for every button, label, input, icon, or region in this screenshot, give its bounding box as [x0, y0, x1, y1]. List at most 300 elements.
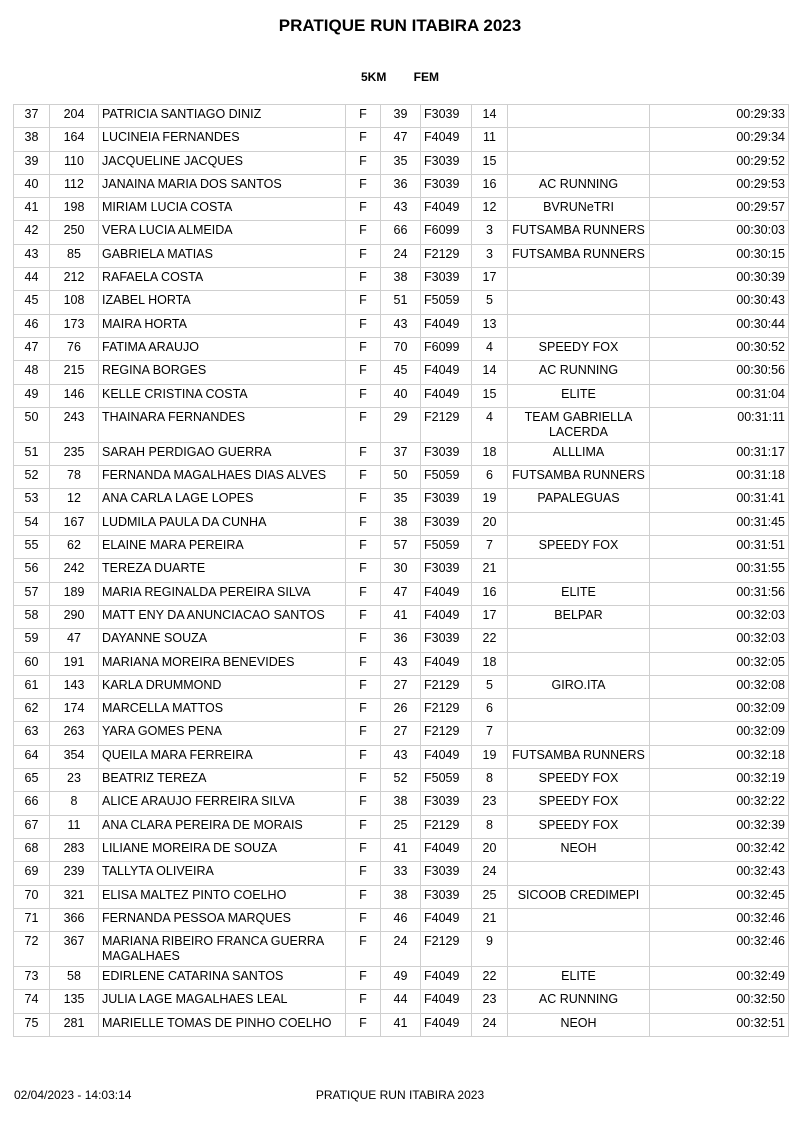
team-cell: GIRO.ITA: [508, 675, 650, 698]
table-row: [14, 221, 789, 244]
bib-number-cell: 354: [50, 745, 99, 768]
sex-cell: F: [346, 489, 381, 512]
age-cell: 38: [381, 885, 421, 908]
category-cell: F2129: [421, 815, 472, 838]
category-rank-cell: 20: [472, 512, 508, 535]
bib-number-cell: 212: [50, 268, 99, 291]
category-rank-cell: 6: [472, 466, 508, 489]
bib-number-cell: 23: [50, 769, 99, 792]
bib-number-cell: 243: [50, 407, 99, 442]
category-rank-cell: 19: [472, 489, 508, 512]
team-cell: [508, 268, 650, 291]
time-cell: 00:29:34: [650, 128, 789, 151]
category-cell: F4049: [421, 605, 472, 628]
time-cell: 00:32:03: [650, 605, 789, 628]
team-cell: [508, 862, 650, 885]
bib-number-cell: 78: [50, 466, 99, 489]
age-cell: 35: [381, 151, 421, 174]
team-cell: AC RUNNING: [508, 990, 650, 1013]
category-cell: F4049: [421, 582, 472, 605]
category-cell: F4049: [421, 198, 472, 221]
category-rank-cell: 18: [472, 652, 508, 675]
time-cell: 00:32:45: [650, 885, 789, 908]
sex-cell: F: [346, 815, 381, 838]
team-cell: PAPALEGUAS: [508, 489, 650, 512]
bib-number-cell: 198: [50, 198, 99, 221]
team-cell: AC RUNNING: [508, 361, 650, 384]
sex-cell: F: [346, 792, 381, 815]
category-cell: F3039: [421, 512, 472, 535]
sex-cell: F: [346, 559, 381, 582]
time-cell: 00:32:09: [650, 722, 789, 745]
team-cell: ALLLIMA: [508, 442, 650, 465]
sex-cell: F: [346, 407, 381, 442]
category-cell: F4049: [421, 128, 472, 151]
category-cell: F4049: [421, 838, 472, 861]
sex-cell: F: [346, 582, 381, 605]
category-rank-cell: 25: [472, 885, 508, 908]
team-cell: [508, 908, 650, 931]
category-cell: F3039: [421, 862, 472, 885]
sex-cell: F: [346, 745, 381, 768]
team-cell: FUTSAMBA RUNNERS: [508, 466, 650, 489]
time-cell: 00:32:18: [650, 745, 789, 768]
runner-name-cell: IZABEL HORTA: [99, 291, 346, 314]
runner-name-cell: REGINA BORGES: [99, 361, 346, 384]
team-cell: [508, 314, 650, 337]
team-cell: SICOOB CREDIMEPI: [508, 885, 650, 908]
runner-name-cell: THAINARA FERNANDES: [99, 407, 346, 442]
category-rank-cell: 3: [472, 221, 508, 244]
runner-name-cell: JANAINA MARIA DOS SANTOS: [99, 174, 346, 197]
category-cell: F5059: [421, 536, 472, 559]
age-cell: 43: [381, 314, 421, 337]
category-rank-cell: 6: [472, 699, 508, 722]
time-cell: 00:32:43: [650, 862, 789, 885]
time-cell: 00:32:46: [650, 908, 789, 931]
position-cell: 42: [14, 221, 50, 244]
position-cell: 47: [14, 337, 50, 360]
runner-name-cell: QUEILA MARA FERREIRA: [99, 745, 346, 768]
age-cell: 38: [381, 512, 421, 535]
category-cell: F4049: [421, 314, 472, 337]
sex-cell: F: [346, 221, 381, 244]
sex-cell: F: [346, 932, 381, 967]
runner-name-cell: TALLYTA OLIVEIRA: [99, 862, 346, 885]
bib-number-cell: 8: [50, 792, 99, 815]
time-cell: 00:30:56: [650, 361, 789, 384]
position-cell: 59: [14, 629, 50, 652]
table-row: [14, 932, 789, 967]
category-cell: F3039: [421, 268, 472, 291]
age-cell: 24: [381, 932, 421, 967]
age-cell: 27: [381, 722, 421, 745]
category-cell: F4049: [421, 908, 472, 931]
time-cell: 00:32:22: [650, 792, 789, 815]
category-cell: F5059: [421, 466, 472, 489]
age-cell: 36: [381, 629, 421, 652]
table-row: [14, 361, 789, 384]
bib-number-cell: 250: [50, 221, 99, 244]
position-cell: 48: [14, 361, 50, 384]
category-cell: F4049: [421, 990, 472, 1013]
category-rank-cell: 23: [472, 792, 508, 815]
table-row: [14, 862, 789, 885]
position-cell: 37: [14, 105, 50, 128]
age-cell: 43: [381, 198, 421, 221]
age-cell: 35: [381, 489, 421, 512]
team-cell: NEOH: [508, 838, 650, 861]
category-rank-cell: 21: [472, 908, 508, 931]
runner-name-cell: JACQUELINE JACQUES: [99, 151, 346, 174]
age-cell: 43: [381, 745, 421, 768]
category-cell: F6099: [421, 221, 472, 244]
table-row: [14, 629, 789, 652]
age-cell: 47: [381, 582, 421, 605]
category-rank-cell: 20: [472, 838, 508, 861]
position-cell: 61: [14, 675, 50, 698]
position-cell: 49: [14, 384, 50, 407]
runner-name-cell: SARAH PERDIGAO GUERRA: [99, 442, 346, 465]
table-row: [14, 174, 789, 197]
sex-cell: F: [346, 337, 381, 360]
table-row: [14, 442, 789, 465]
table-row: [14, 815, 789, 838]
runner-name-cell: TEREZA DUARTE: [99, 559, 346, 582]
time-cell: 00:30:39: [650, 268, 789, 291]
time-cell: 00:31:18: [650, 466, 789, 489]
time-cell: 00:31:41: [650, 489, 789, 512]
team-cell: [508, 151, 650, 174]
table-row: [14, 745, 789, 768]
sex-cell: F: [346, 769, 381, 792]
runner-name-cell: PATRICIA SANTIAGO DINIZ: [99, 105, 346, 128]
team-cell: FUTSAMBA RUNNERS: [508, 221, 650, 244]
table-row: [14, 722, 789, 745]
bib-number-cell: 366: [50, 908, 99, 931]
runner-name-cell: LUDMILA PAULA DA CUNHA: [99, 512, 346, 535]
table-row: [14, 908, 789, 931]
sex-cell: F: [346, 105, 381, 128]
time-cell: 00:30:15: [650, 244, 789, 267]
sex-cell: F: [346, 838, 381, 861]
team-cell: SPEEDY FOX: [508, 337, 650, 360]
runner-name-cell: MARIANA MOREIRA BENEVIDES: [99, 652, 346, 675]
bib-number-cell: 281: [50, 1013, 99, 1036]
position-cell: 68: [14, 838, 50, 861]
table-row: [14, 769, 789, 792]
runner-name-cell: VERA LUCIA ALMEIDA: [99, 221, 346, 244]
position-cell: 71: [14, 908, 50, 931]
table-row: [14, 605, 789, 628]
position-cell: 65: [14, 769, 50, 792]
bib-number-cell: 235: [50, 442, 99, 465]
runner-name-cell: MAIRA HORTA: [99, 314, 346, 337]
category-rank-cell: 23: [472, 990, 508, 1013]
page-title: PRATIQUE RUN ITABIRA 2023: [278, 16, 522, 35]
sex-cell: F: [346, 151, 381, 174]
age-cell: 25: [381, 815, 421, 838]
table-row: [14, 244, 789, 267]
time-cell: 00:31:55: [650, 559, 789, 582]
category-rank-cell: 17: [472, 605, 508, 628]
table-row: [14, 407, 789, 442]
category-rank-cell: 16: [472, 174, 508, 197]
category-rank-cell: 18: [472, 442, 508, 465]
runner-name-cell: MATT ENY DA ANUNCIACAO SANTOS: [99, 605, 346, 628]
sex-cell: F: [346, 291, 381, 314]
sex-cell: F: [346, 652, 381, 675]
age-cell: 30: [381, 559, 421, 582]
time-cell: 00:31:51: [650, 536, 789, 559]
team-cell: [508, 652, 650, 675]
team-cell: FUTSAMBA RUNNERS: [508, 244, 650, 267]
runner-name-cell: LUCINEIA FERNANDES: [99, 128, 346, 151]
bib-number-cell: 164: [50, 128, 99, 151]
category-rank-cell: 11: [472, 128, 508, 151]
time-cell: 00:29:57: [650, 198, 789, 221]
time-cell: 00:32:08: [650, 675, 789, 698]
table-row: [14, 990, 789, 1013]
category-rank-cell: 15: [472, 151, 508, 174]
table-row: [14, 582, 789, 605]
category-cell: F3039: [421, 442, 472, 465]
age-cell: 38: [381, 792, 421, 815]
bib-number-cell: 108: [50, 291, 99, 314]
sex-cell: F: [346, 536, 381, 559]
distance-label: 5KM: [360, 70, 387, 84]
sex-cell: F: [346, 862, 381, 885]
runner-name-cell: MIRIAM LUCIA COSTA: [99, 198, 346, 221]
category-rank-cell: 22: [472, 967, 508, 990]
time-cell: 00:31:45: [650, 512, 789, 535]
position-cell: 44: [14, 268, 50, 291]
age-cell: 41: [381, 1013, 421, 1036]
bib-number-cell: 191: [50, 652, 99, 675]
category-cell: F4049: [421, 384, 472, 407]
bib-number-cell: 143: [50, 675, 99, 698]
runner-name-cell: GABRIELA MATIAS: [99, 244, 346, 267]
category-cell: F2129: [421, 722, 472, 745]
sex-cell: F: [346, 384, 381, 407]
age-cell: 51: [381, 291, 421, 314]
age-cell: 49: [381, 967, 421, 990]
bib-number-cell: 242: [50, 559, 99, 582]
time-cell: 00:29:33: [650, 105, 789, 128]
table-row: [14, 384, 789, 407]
sex-cell: F: [346, 967, 381, 990]
category-rank-cell: 14: [472, 361, 508, 384]
time-cell: 00:32:09: [650, 699, 789, 722]
category-rank-cell: 3: [472, 244, 508, 267]
bib-number-cell: 263: [50, 722, 99, 745]
age-cell: 36: [381, 174, 421, 197]
position-cell: 41: [14, 198, 50, 221]
team-cell: FUTSAMBA RUNNERS: [508, 745, 650, 768]
category-rank-cell: 21: [472, 559, 508, 582]
runner-name-cell: BEATRIZ TEREZA: [99, 769, 346, 792]
team-cell: [508, 722, 650, 745]
bib-number-cell: 367: [50, 932, 99, 967]
position-cell: 66: [14, 792, 50, 815]
footer-timestamp: 02/04/2023 - 14:03:14: [14, 1088, 132, 1102]
runner-name-cell: FERNANDA PESSOA MARQUES: [99, 908, 346, 931]
gender-label: FEM: [413, 70, 440, 84]
team-cell: SPEEDY FOX: [508, 815, 650, 838]
age-cell: 41: [381, 838, 421, 861]
category-rank-cell: 7: [472, 536, 508, 559]
category-rank-cell: 5: [472, 291, 508, 314]
results-table: [13, 104, 789, 1037]
runner-name-cell: KARLA DRUMMOND: [99, 675, 346, 698]
time-cell: 00:31:11: [650, 407, 789, 442]
position-cell: 56: [14, 559, 50, 582]
age-cell: 50: [381, 466, 421, 489]
runner-name-cell: JULIA LAGE MAGALHAES LEAL: [99, 990, 346, 1013]
team-cell: AC RUNNING: [508, 174, 650, 197]
sex-cell: F: [346, 1013, 381, 1036]
table-row: [14, 512, 789, 535]
runner-name-cell: FATIMA ARAUJO: [99, 337, 346, 360]
position-cell: 57: [14, 582, 50, 605]
category-rank-cell: 8: [472, 769, 508, 792]
category-rank-cell: 12: [472, 198, 508, 221]
sex-cell: F: [346, 605, 381, 628]
team-cell: SPEEDY FOX: [508, 769, 650, 792]
sex-cell: F: [346, 908, 381, 931]
table-row: [14, 536, 789, 559]
race-subtitle: [0, 70, 800, 84]
table-row: [14, 151, 789, 174]
time-cell: 00:30:52: [650, 337, 789, 360]
bib-number-cell: 167: [50, 512, 99, 535]
position-cell: 39: [14, 151, 50, 174]
category-cell: F3039: [421, 792, 472, 815]
team-cell: ELITE: [508, 384, 650, 407]
time-cell: 00:30:03: [650, 221, 789, 244]
category-cell: F3039: [421, 489, 472, 512]
team-cell: BVRUNeTRI: [508, 198, 650, 221]
bib-number-cell: 58: [50, 967, 99, 990]
runner-name-cell: MARIELLE TOMAS DE PINHO COELHO: [99, 1013, 346, 1036]
age-cell: 24: [381, 244, 421, 267]
age-cell: 29: [381, 407, 421, 442]
time-cell: 00:32:42: [650, 838, 789, 861]
position-cell: 51: [14, 442, 50, 465]
position-cell: 62: [14, 699, 50, 722]
category-rank-cell: 15: [472, 384, 508, 407]
age-cell: 33: [381, 862, 421, 885]
time-cell: 00:31:56: [650, 582, 789, 605]
category-cell: F3039: [421, 885, 472, 908]
table-row: [14, 838, 789, 861]
age-cell: 66: [381, 221, 421, 244]
position-cell: 63: [14, 722, 50, 745]
position-cell: 45: [14, 291, 50, 314]
sex-cell: F: [346, 268, 381, 291]
position-cell: 40: [14, 174, 50, 197]
age-cell: 27: [381, 675, 421, 698]
category-cell: F4049: [421, 652, 472, 675]
position-cell: 69: [14, 862, 50, 885]
position-cell: 38: [14, 128, 50, 151]
table-row: [14, 652, 789, 675]
age-cell: 41: [381, 605, 421, 628]
age-cell: 40: [381, 384, 421, 407]
team-cell: [508, 559, 650, 582]
age-cell: 44: [381, 990, 421, 1013]
category-rank-cell: 7: [472, 722, 508, 745]
category-cell: F6099: [421, 337, 472, 360]
team-cell: [508, 128, 650, 151]
runner-name-cell: EDIRLENE CATARINA SANTOS: [99, 967, 346, 990]
position-cell: 54: [14, 512, 50, 535]
category-cell: F2129: [421, 407, 472, 442]
time-cell: 00:31:04: [650, 384, 789, 407]
category-cell: F2129: [421, 244, 472, 267]
bib-number-cell: 189: [50, 582, 99, 605]
category-cell: F4049: [421, 745, 472, 768]
bib-number-cell: 283: [50, 838, 99, 861]
table-row: [14, 967, 789, 990]
results-body: [14, 105, 789, 1037]
runner-name-cell: ELAINE MARA PEREIRA: [99, 536, 346, 559]
category-rank-cell: 8: [472, 815, 508, 838]
team-cell: [508, 512, 650, 535]
runner-name-cell: YARA GOMES PENA: [99, 722, 346, 745]
runner-name-cell: KELLE CRISTINA COSTA: [99, 384, 346, 407]
category-rank-cell: 19: [472, 745, 508, 768]
age-cell: 57: [381, 536, 421, 559]
time-cell: 00:29:52: [650, 151, 789, 174]
position-cell: 53: [14, 489, 50, 512]
bib-number-cell: 85: [50, 244, 99, 267]
position-cell: 55: [14, 536, 50, 559]
category-cell: F3039: [421, 174, 472, 197]
team-cell: ELITE: [508, 582, 650, 605]
team-cell: SPEEDY FOX: [508, 792, 650, 815]
category-rank-cell: 13: [472, 314, 508, 337]
table-row: [14, 1013, 789, 1036]
position-cell: 70: [14, 885, 50, 908]
sex-cell: F: [346, 990, 381, 1013]
category-cell: F3039: [421, 629, 472, 652]
time-cell: 00:30:43: [650, 291, 789, 314]
table-row: [14, 314, 789, 337]
age-cell: 47: [381, 128, 421, 151]
sex-cell: F: [346, 512, 381, 535]
age-cell: 26: [381, 699, 421, 722]
sex-cell: F: [346, 629, 381, 652]
time-cell: 00:32:05: [650, 652, 789, 675]
table-row: [14, 699, 789, 722]
time-cell: 00:31:17: [650, 442, 789, 465]
age-cell: 46: [381, 908, 421, 931]
age-cell: 45: [381, 361, 421, 384]
category-cell: F5059: [421, 769, 472, 792]
runner-name-cell: ANA CARLA LAGE LOPES: [99, 489, 346, 512]
category-cell: F3039: [421, 105, 472, 128]
team-cell: ELITE: [508, 967, 650, 990]
category-rank-cell: 24: [472, 1013, 508, 1036]
age-cell: 38: [381, 268, 421, 291]
table-row: [14, 559, 789, 582]
position-cell: 73: [14, 967, 50, 990]
category-cell: F2129: [421, 699, 472, 722]
table-row: [14, 885, 789, 908]
time-cell: 00:32:50: [650, 990, 789, 1013]
age-cell: 70: [381, 337, 421, 360]
